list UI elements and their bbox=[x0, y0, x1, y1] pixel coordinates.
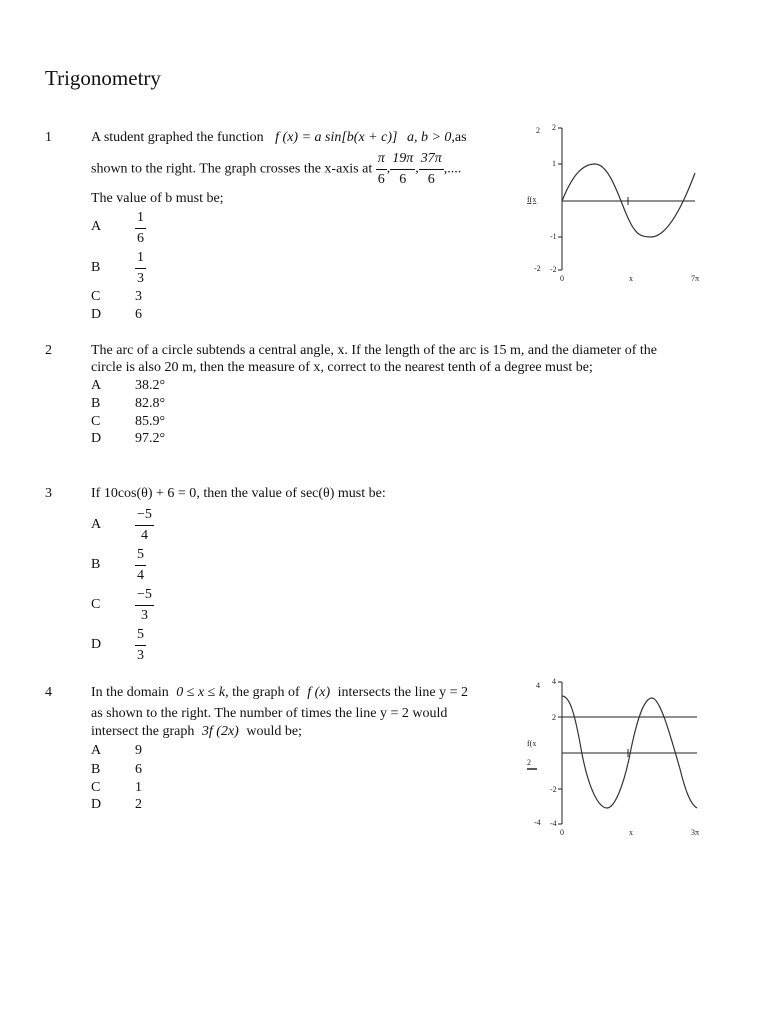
option-value: 2 bbox=[135, 797, 142, 812]
option-value: 6 bbox=[135, 762, 142, 777]
x-tick-label: 7π bbox=[691, 274, 700, 283]
option-label: D bbox=[91, 431, 102, 446]
question-text-line-1: If 10cos(θ) + 6 = 0, then the value of sec(θ) must be: bbox=[91, 486, 386, 501]
option-value: $\frac{-5}{3}$ bbox=[137, 587, 152, 623]
option-label: C bbox=[91, 289, 101, 304]
root-fraction: $\frac{\pi}{6}$ bbox=[377, 151, 385, 187]
option-value: $\frac{1}{6}$ bbox=[137, 210, 144, 246]
option-label: C bbox=[91, 780, 101, 795]
question-text-line-3: intersect the graph 3f (2x) would be; bbox=[91, 724, 302, 739]
option-value: 85.9° bbox=[135, 414, 166, 429]
option-value: 82.8° bbox=[135, 396, 166, 411]
y-tick-label: 2 bbox=[552, 713, 556, 722]
option-label: B bbox=[91, 557, 101, 572]
option-label: A bbox=[91, 743, 102, 758]
y-tick-label: -2 bbox=[550, 785, 557, 794]
sine-graph-4 bbox=[520, 674, 710, 844]
option-value: 3 bbox=[135, 289, 142, 304]
x-axis-label: x bbox=[629, 274, 633, 283]
option-value: 6 bbox=[135, 307, 142, 322]
option-label: A bbox=[91, 517, 102, 532]
question-text-line-2: as shown to the right. The number of times the line y = 2 would bbox=[91, 706, 448, 721]
y-tick-label: 4 bbox=[552, 677, 556, 686]
equation: 10cos(θ) + 6 = 0 bbox=[103, 486, 197, 501]
option-value: $\frac{-5}{4}$ bbox=[137, 507, 152, 543]
option-value: $\frac{1}{3}$ bbox=[137, 250, 144, 286]
y-tick-label: -1 bbox=[550, 232, 557, 241]
root-fraction: $\frac{19\pi}{6}$ bbox=[392, 151, 414, 187]
question-text-line-1: The arc of a circle subtends a central angle, x. If the length of the arc is 15 m, and the diameter of the bbox=[91, 343, 657, 358]
option-label: C bbox=[91, 597, 101, 612]
question-text-line-2: shown to the right. The graph crosses the x-axis at $\frac{\pi}{6}$ , $\frac{19\pi}{6}$ , $\frac{37\pi}{6}$ ,.... bbox=[91, 151, 462, 187]
option-value: $\frac{5}{3}$ bbox=[137, 627, 144, 663]
question-number: 4 bbox=[45, 685, 52, 700]
option-value: 1 bbox=[135, 780, 142, 795]
secant-expression: sec(θ) bbox=[300, 486, 335, 501]
page-title: Trigonometry bbox=[45, 66, 161, 90]
function-expression: f (x) bbox=[307, 685, 331, 700]
function-expression: f (x) = a sin[b(x + c)] bbox=[275, 130, 398, 145]
x-tick-label: 0 bbox=[560, 274, 564, 283]
question-text-line-2: circle is also 20 m, then the measure of x, correct to the nearest tenth of a degree must be; bbox=[91, 360, 593, 375]
x-axis-label: x bbox=[629, 828, 633, 837]
option-label: B bbox=[91, 762, 101, 777]
y-axis-label: f(x bbox=[527, 195, 537, 204]
y-outer-label: -2 bbox=[534, 264, 541, 273]
transformed-expression: 3f (2x) bbox=[201, 724, 239, 739]
question-number: 3 bbox=[45, 486, 52, 501]
y-tick-label: 1 bbox=[552, 159, 556, 168]
question-number: 1 bbox=[45, 130, 52, 145]
option-label: C bbox=[91, 414, 101, 429]
option-label: B bbox=[91, 396, 101, 411]
option-value: $\frac{5}{4}$ bbox=[137, 547, 144, 583]
option-label: D bbox=[91, 307, 102, 322]
y-outer-label: 2 bbox=[536, 126, 540, 135]
y-tick-label: 2 bbox=[552, 123, 556, 132]
question-text-line-1: A student graphed the function f (x) = a sin[b(x + c)] a, b > 0,as bbox=[91, 130, 467, 145]
option-label: D bbox=[91, 797, 102, 812]
domain-expression: 0 ≤ x ≤ k bbox=[176, 685, 226, 700]
sine-graph-1 bbox=[520, 118, 710, 288]
sine-curve bbox=[562, 696, 697, 808]
option-value: 38.2° bbox=[135, 378, 166, 393]
question-text-line-3: The value of b must be; bbox=[91, 191, 224, 206]
y-axis-label-2: 2 bbox=[527, 758, 531, 767]
option-label: A bbox=[91, 219, 102, 234]
y-axis-label: f(x bbox=[527, 739, 537, 748]
y-outer-label: -4 bbox=[534, 818, 541, 827]
x-tick-label: 0 bbox=[560, 828, 564, 837]
x-tick-label: 3π bbox=[691, 828, 700, 837]
option-label: B bbox=[91, 260, 101, 275]
root-fraction: $\frac{37\pi}{6}$ bbox=[420, 151, 442, 187]
question-number: 2 bbox=[45, 343, 52, 358]
question-text-line-1: In the domain 0 ≤ x ≤ k, the graph of f (x) intersects the line y = 2 bbox=[91, 685, 469, 700]
y-tick-label: -4 bbox=[550, 819, 557, 828]
y-outer-label: 4 bbox=[536, 681, 540, 690]
option-value: 97.2° bbox=[135, 431, 166, 446]
condition: a, b > 0 bbox=[406, 130, 452, 145]
y-tick-label: -2 bbox=[550, 265, 557, 274]
option-label: D bbox=[91, 637, 102, 652]
option-value: 9 bbox=[135, 743, 142, 758]
option-label: A bbox=[91, 378, 102, 393]
